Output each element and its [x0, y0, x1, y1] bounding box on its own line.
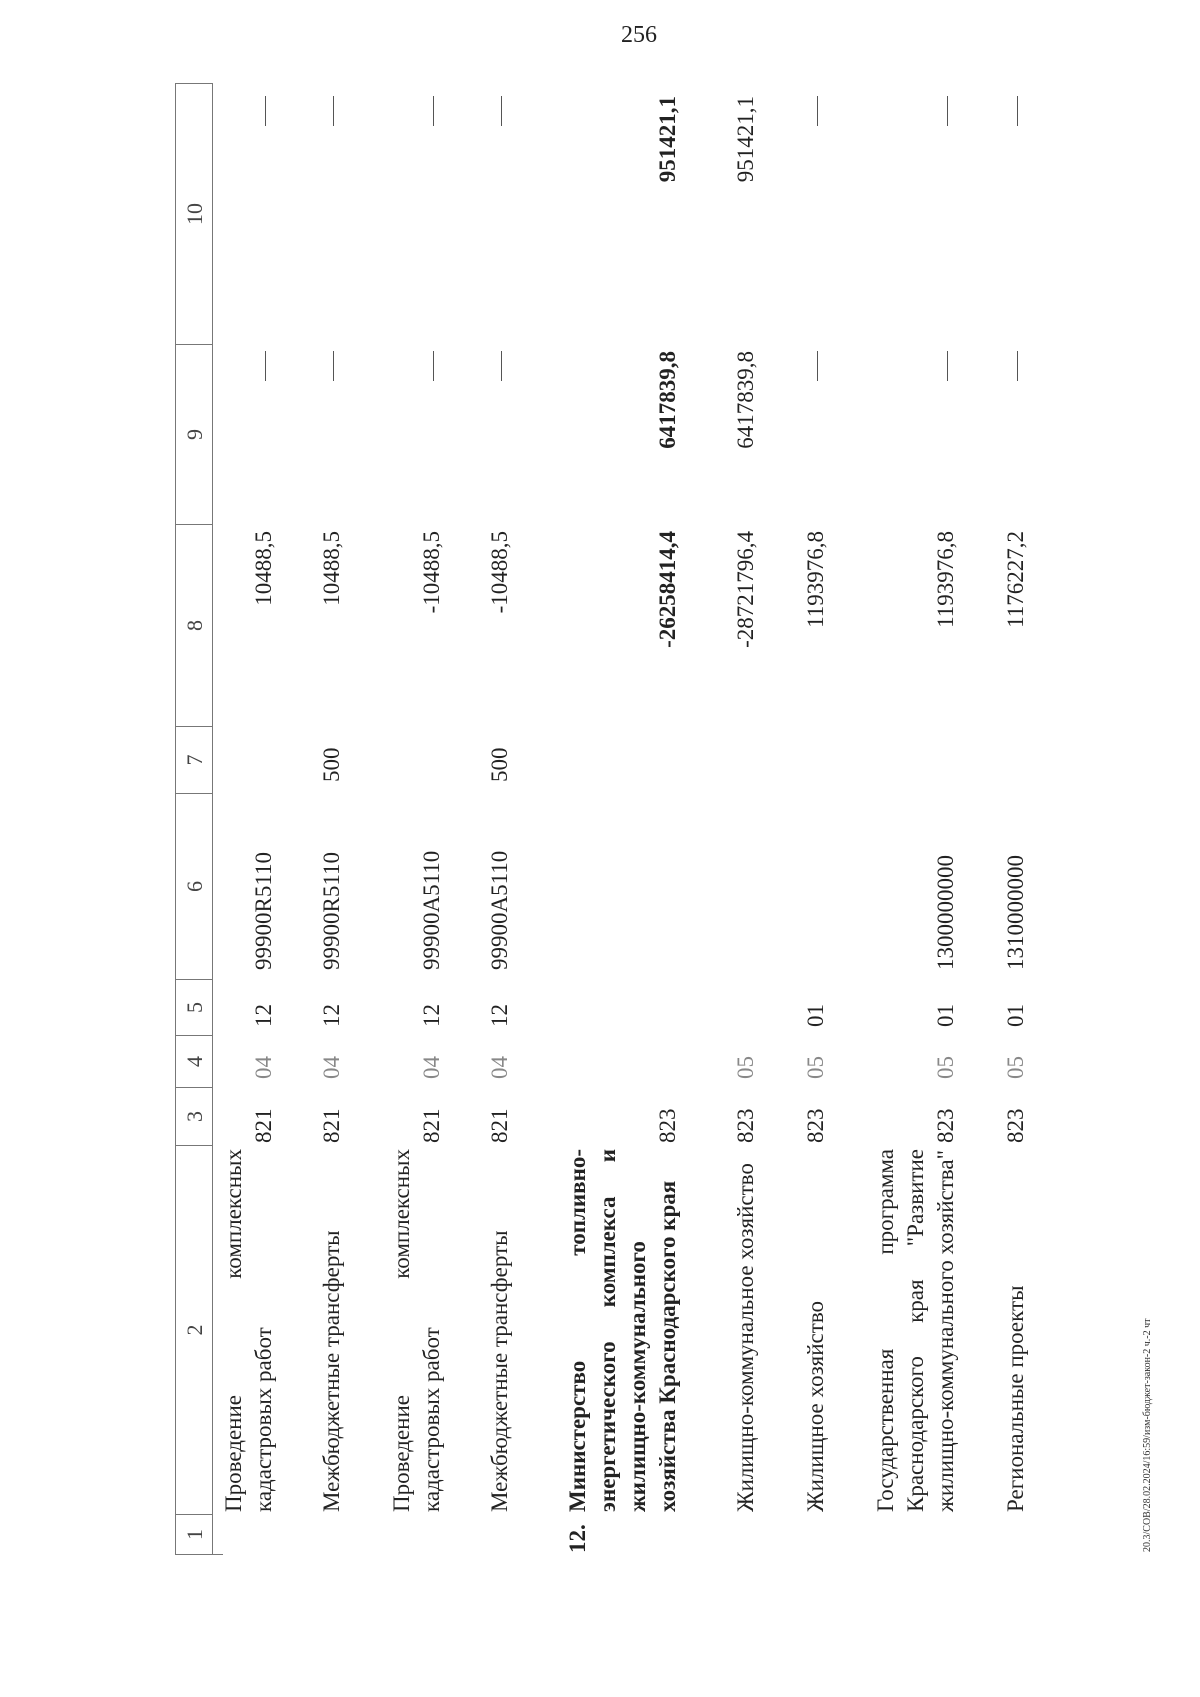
cell-c8: -10488,5: [419, 531, 444, 614]
dash-mark: [265, 96, 266, 126]
cell-c9: [931, 351, 961, 521]
header-col-6: 6: [175, 794, 213, 980]
budget-table: [175, 75, 1085, 1555]
dash-mark: [433, 96, 434, 126]
header-col-1: 1: [175, 1515, 213, 1555]
cell-c9: 6417839,8: [733, 351, 758, 449]
cell-c3: 821: [251, 1108, 276, 1143]
cell-c3: 823: [655, 1108, 680, 1143]
cell-c4: 05: [733, 1056, 758, 1079]
cell-c5: 12: [419, 1004, 444, 1027]
cell-c10: [931, 96, 961, 336]
cell-c4: 04: [487, 1056, 512, 1079]
cell-c8: -10488,5: [487, 531, 512, 614]
header-col-5: 5: [175, 980, 213, 1036]
cell-c5: 12: [319, 1004, 344, 1027]
cell-c8: 10488,5: [251, 531, 276, 606]
header-col-2: 2: [175, 1146, 213, 1515]
dash-mark: [817, 96, 818, 126]
dash-mark: [947, 351, 948, 381]
cell-c7: 500: [487, 747, 512, 782]
left-border-stub: [213, 1554, 223, 1555]
cell-c4: 04: [419, 1056, 444, 1079]
cell-c9: [317, 351, 347, 521]
cell-c8: 10488,5: [319, 531, 344, 606]
cell-c9: [485, 351, 515, 521]
header-col-3: 3: [175, 1088, 213, 1146]
row-number: 12.: [565, 1524, 590, 1553]
cell-c5: 01: [803, 1004, 828, 1027]
header-col-9: 9: [175, 345, 213, 525]
cell-c3: 821: [319, 1108, 344, 1143]
dash-mark: [817, 351, 818, 381]
cell-c3: 823: [803, 1108, 828, 1143]
cell-c4: 05: [803, 1056, 828, 1079]
cell-c6: 99900R5110: [319, 852, 344, 970]
dash-mark: [1017, 96, 1018, 126]
row-name: Жилищное хозяйство: [803, 1300, 828, 1512]
cell-c8: 1193976,8: [803, 531, 828, 628]
row-name: Жилищно-коммунальное хозяйство: [733, 1163, 758, 1512]
cell-c10: [485, 96, 515, 336]
cell-c8: -28721796,4: [733, 531, 758, 648]
dash-mark: [265, 351, 266, 381]
cell-c9: [801, 351, 831, 521]
cell-c6: 99900A5110: [487, 850, 512, 970]
row-name: Проведение комплексных кадастровых работ: [389, 1149, 444, 1512]
footer-code: 20.3/СОВ/28.02.2024/16:59/изм-бюджет-закон-2 ч.-2 чт: [1142, 1318, 1153, 1552]
cell-c10: [1001, 96, 1031, 336]
cell-c9: 6417839,8: [655, 351, 680, 449]
cell-c5: 12: [251, 1004, 276, 1027]
row-name: Региональные проекты: [1003, 1285, 1028, 1512]
page-number: 256: [621, 22, 657, 48]
cell-c3: 823: [1003, 1108, 1028, 1143]
dash-mark: [947, 96, 948, 126]
cell-c10: [801, 96, 831, 336]
cell-c10: 951421,1: [655, 96, 680, 183]
cell-c9: [249, 351, 279, 521]
cell-c6: 1300000000: [933, 855, 958, 970]
cell-c8: 1176227,2: [1003, 531, 1028, 628]
cell-c5: 01: [1003, 1004, 1028, 1027]
cell-c3: 821: [419, 1108, 444, 1143]
cell-c4: 04: [319, 1056, 344, 1079]
cell-c4: 04: [251, 1056, 276, 1079]
cell-c9: [417, 351, 447, 521]
cell-c6: 1310000000: [1003, 855, 1028, 970]
row-name: Проведение комплексных кадастровых работ: [221, 1149, 276, 1512]
dash-mark: [333, 96, 334, 126]
row-name: Министерство топливно-энергетического комплекса и жилищно-коммунального хозяйства Краснодарского края: [565, 1149, 680, 1512]
cell-c4: 05: [933, 1056, 958, 1079]
cell-c7: 500: [319, 747, 344, 782]
dash-mark: [1017, 351, 1018, 381]
header-col-8: 8: [175, 525, 213, 727]
header-col-10: 10: [175, 83, 213, 345]
row-name: Государственная программа Краснодарского края "Развитие жилищно-коммунального хозяйства": [873, 1149, 958, 1512]
cell-c6: 99900R5110: [251, 852, 276, 970]
dash-mark: [333, 351, 334, 381]
cell-c10: 951421,1: [733, 96, 758, 183]
row-name: Межбюджетные трансферты: [319, 1230, 344, 1512]
dash-mark: [433, 351, 434, 381]
cell-c3: 821: [487, 1108, 512, 1143]
cell-c10: [417, 96, 447, 336]
header-col-4: 4: [175, 1036, 213, 1088]
cell-c6: 99900A5110: [419, 850, 444, 970]
dash-mark: [501, 351, 502, 381]
cell-c5: 12: [487, 1004, 512, 1027]
cell-c8: -26258414,4: [655, 531, 680, 648]
cell-c4: 05: [1003, 1056, 1028, 1079]
cell-c10: [249, 96, 279, 336]
cell-c3: 823: [933, 1108, 958, 1143]
dash-mark: [501, 96, 502, 126]
cell-c8: 1193976,8: [933, 531, 958, 628]
cell-c10: [317, 96, 347, 336]
cell-c5: 01: [933, 1004, 958, 1027]
row-name: Межбюджетные трансферты: [487, 1230, 512, 1512]
header-col-7: 7: [175, 727, 213, 794]
cell-c3: 823: [733, 1108, 758, 1143]
cell-c9: [1001, 351, 1031, 521]
